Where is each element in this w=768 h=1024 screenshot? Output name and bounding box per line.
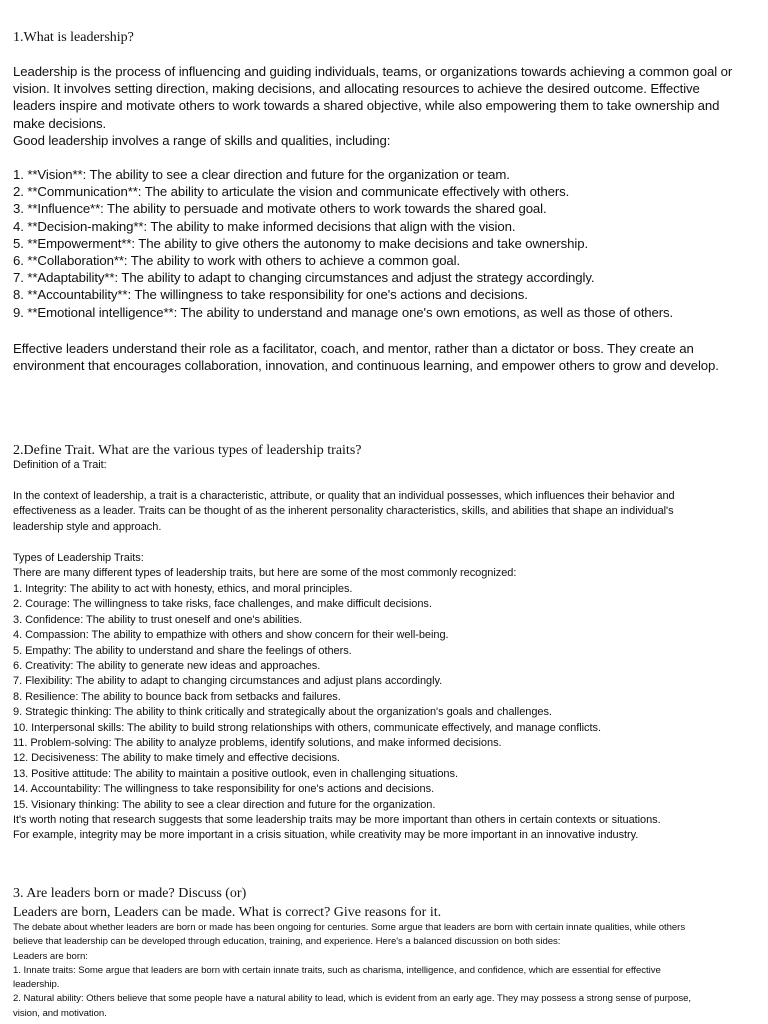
list-item: 15. Visionary thinking: The ability to see a clear direction and future for the organization. (13, 798, 436, 811)
q2-definition-heading: Definition of a Trait: (13, 459, 107, 471)
list-item: 12. Decisiveness: The ability to make timely and effective decisions. (13, 752, 340, 765)
list-item: 9. **Emotional intelligence**: The ability to understand and manage one's own emotions, as well as those of others. (13, 304, 674, 320)
q2-traits-list (13, 582, 755, 813)
q2-definition-line: effectiveness as a leader. Traits can be thought of as the inherent personality characteristics, skills, and abilities that shape an individual's (13, 505, 674, 518)
q1-intro-line: Good leadership involves a range of skills and qualities, including: (13, 132, 391, 148)
q2-types-heading: Types of Leadership Traits: (13, 552, 144, 564)
q2-definition-line: leadership style and approach. (13, 520, 162, 533)
q2-closing (13, 813, 755, 844)
list-item: 10. Interpersonal skills: The ability to build strong relationships with others, communicate effectively, and manage conflicts. (13, 721, 601, 734)
list-item: 3. **Influence**: The ability to persuade and motivate others to work towards the shared goal. (13, 201, 547, 217)
q3-body (13, 921, 755, 1021)
list-item: 6. Creativity: The ability to generate new ideas and approaches. (13, 660, 321, 673)
q1-intro (13, 63, 755, 149)
q1-closing-line: Effective leaders understand their role as a facilitator, coach, and mentor, rather than a dictator or boss. They create an (13, 341, 694, 356)
q1-intro-line: leaders inspire and motivate others to work towards a shared objective, while also empowering them to take ownership and (13, 98, 720, 114)
q2-closing-line: It's worth noting that research suggests that some leadership traits may be more important than others in certain contexts or situations. (13, 814, 661, 826)
list-item: 6. **Collaboration**: The ability to work with others to achieve a common goal. (13, 253, 461, 269)
q2-definition-line: In the context of leadership, a trait is a characteristic, attribute, or quality that an individual possesses, which influences their behavior and (13, 490, 675, 502)
list-item: 1. **Vision**: The ability to see a clear direction and future for the organization or team. (13, 167, 510, 182)
q1-intro-line: make decisions. (13, 115, 107, 131)
q3-body-line: vision, and motivation. (13, 1007, 107, 1019)
q2-title: 2.Define Trait. What are the various types of leadership traits? (13, 443, 362, 458)
q3-title-line2: Leaders are born, Leaders can be made. What is correct? Give reasons for it. (13, 905, 442, 920)
list-item: 4. **Decision-making**: The ability to make informed decisions that align with the vision. (13, 218, 516, 234)
q1-skills-list (13, 166, 755, 321)
list-item: 4. Compassion: The ability to empathize with others and show concern for their well-being. (13, 629, 449, 642)
list-item: 14. Accountability: The willingness to take responsibility for one's actions and decisions. (13, 783, 435, 796)
list-item: 3. Confidence: The ability to trust oneself and one's abilities. (13, 613, 303, 626)
q1-closing-line: environment that encourages collaboration, innovation, and continuous learning, and empower others to grow and develop. (13, 358, 719, 374)
q3-body-line: Leaders are born: (13, 950, 88, 962)
list-item: 2. Courage: The willingness to take risks, face challenges, and make difficult decisions. (13, 598, 432, 611)
q3-body-line: 1. Innate traits: Some argue that leaders are born with certain innate traits, such as charisma, intelligence, and confidence, which are essential for effective (13, 964, 661, 976)
q3-body-line: 2. Natural ability: Others believe that some people have a natural ability to lead, which is evident from an early age. They may possess a strong sense of purpose, (13, 993, 692, 1005)
q2-closing-line: For example, integrity may be more important in a crisis situation, while creativity may be more important in an innovative industry. (13, 829, 639, 842)
list-item: 7. Flexibility: The ability to adapt to changing circumstances and adjust plans accordingly. (13, 675, 443, 688)
list-item: 5. **Empowerment**: The ability to give others the autonomy to make decisions and take ownership. (13, 235, 589, 251)
list-item: 2. **Communication**: The ability to articulate the vision and communicate effectively with others. (13, 184, 570, 200)
q1-title: 1.What is leadership? (13, 30, 134, 45)
q1-intro-line: vision. It involves setting direction, making decisions, and allocating resources to achieve the desired outcome. Effective (13, 81, 700, 97)
list-item: 13. Positive attitude: The ability to maintain a positive outlook, even in challenging situations. (13, 767, 458, 780)
q3-body-line: believe that leadership can be developed through education, training, and experience. Here's a balanced discussion on both sides: (13, 936, 561, 948)
q2-definition (13, 489, 755, 535)
list-item: 5. Empathy: The ability to understand and share the feelings of others. (13, 644, 352, 657)
list-item: 1. Integrity: The ability to act with honesty, ethics, and moral principles. (13, 583, 353, 595)
list-item: 11. Problem-solving: The ability to analyze problems, identify solutions, and make informed decisions. (13, 737, 502, 750)
q1-closing (13, 340, 755, 374)
q3-body-line: The debate about whether leaders are born or made has been ongoing for centuries. Some argue that leaders are born with certain innate qualities, while others (13, 922, 686, 933)
q3-body-line: leadership. (13, 979, 60, 991)
list-item: 8. **Accountability**: The willingness to take responsibility for one's actions and decisions. (13, 287, 528, 303)
list-item: 9. Strategic thinking: The ability to think critically and strategically about the organization's goals and challenges. (13, 706, 552, 719)
q2-types-intro: There are many different types of leadership traits, but here are some of the most commonly recognized: (13, 567, 517, 579)
list-item: 8. Resilience: The ability to bounce back from setbacks and failures. (13, 690, 341, 703)
q1-intro-line: Leadership is the process of influencing and guiding individuals, teams, or organizations towards achieving a common goal or (13, 64, 733, 79)
list-item: 7. **Adaptability**: The ability to adapt to changing circumstances and adjust the strategy accordingly. (13, 270, 595, 286)
q3-title-line1: 3. Are leaders born or made? Discuss (or) (13, 886, 247, 901)
